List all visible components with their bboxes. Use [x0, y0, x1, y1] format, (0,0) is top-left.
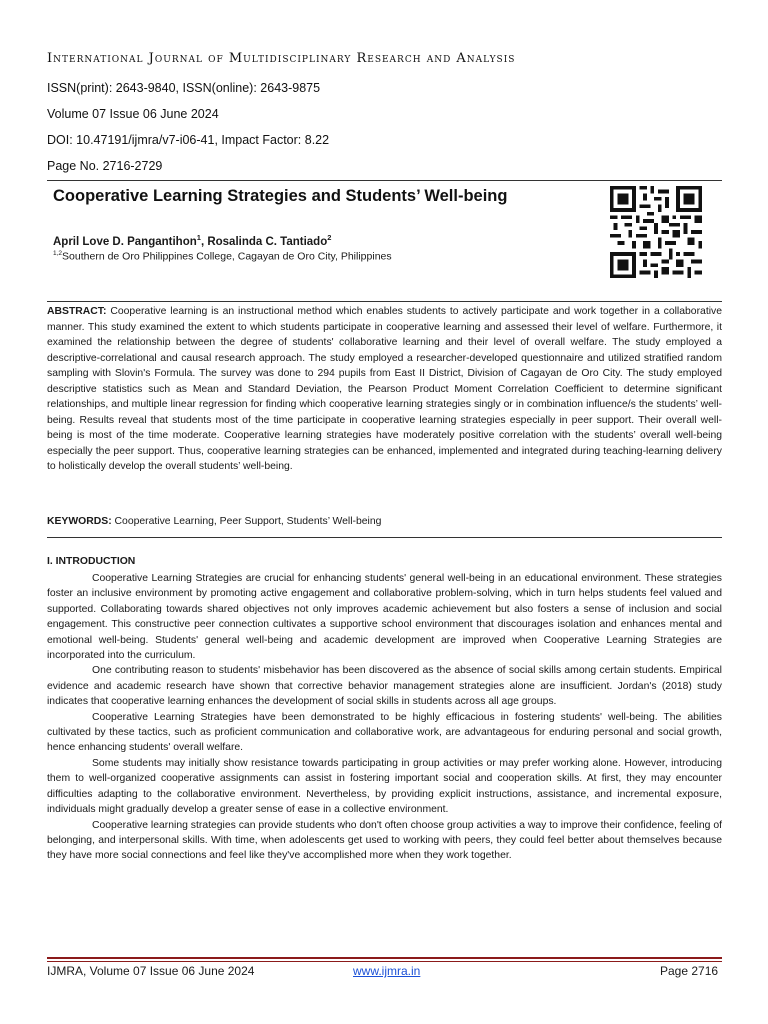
abstract-text: Cooperative learning is an instructional method which enables students to actively participate and work together in a collaborative manner. This study examined the extent to which students participate in cooperative learning and assessed their level of welfare. Furthermore, it examined the relationship between the degree of students' collaborative learning and their level of overall welfare. The study employed a descriptive-correlational and causal research approach. The study employed a researcher-developed questionnaire and utilized stratified random sampling with Slovin's Formula. The survey was done to 294 pupils from East II District, Division of Cagayan de Oro City. The study employed descriptive statistics such as Mean and Standard Deviation, the Pearson Product Moment Correlation Coefficient to determine significant relationships, and multiple linear regression for finding which cooperative learning strategies singly or in combination influence/s the students’ well-being. Results reveal that students most of the time participate in cooperative learning strategies especially in peer support. Their overall well-being is most of the time moderate. Cooperative learning strategies have moderately positive correlation with the students’ overall well-being especially the peer support. Thus, cooperative learning strategies can be enhanced, implemented and integrated during teaching-learning delivery to holistically develop the overall students’ well-being.: [47, 306, 722, 472]
author-affiliation-mark: 1: [196, 233, 201, 242]
affiliation-text: Southern de Oro Philippines College, Cagayan de Oro City, Philippines: [62, 250, 392, 263]
keywords: [47, 516, 381, 527]
page-range: Page No. 2716-2729: [47, 159, 163, 173]
qr-code-icon: [607, 186, 705, 278]
footer-divider: [47, 957, 722, 959]
keywords-text: Cooperative Learning, Peer Support, Students’ Well-being: [111, 516, 382, 527]
article-title: Cooperative Learning Strategies and Students’ Well-being: [53, 187, 508, 205]
author-name: April Love D. Pangantihon: [53, 235, 197, 248]
journal-name: International Journal of Multidisciplinary Research and Analysis: [47, 51, 516, 66]
paragraph: Cooperative learning strategies can provide students who don't often choose group activities a way to improve their confidence, feeling of belonging, and interpersonal skills. With time, when adolescents get used to working with peers, they could feel better about themselves because they have more social connections and feel like they've accomplished more when they work together.: [47, 819, 722, 862]
author-separator: ,: [200, 235, 208, 248]
issn-line: ISSN(print): 2643-9840, ISSN(online): 2643-9875: [47, 81, 321, 95]
keywords-label: KEYWORDS:: [47, 516, 112, 527]
author-name: Rosalinda C. Tantiado: [207, 235, 328, 248]
divider: [47, 301, 722, 302]
page-number: Page 2716: [660, 964, 719, 978]
affiliation-mark: 1,2: [53, 250, 63, 257]
introduction-body: [47, 571, 722, 864]
paragraph: One contributing reason to students' misbehavior has been discovered as the absence of social skills among certain students. Empirical evidence and academic research have shown that corrective behavior management strategies alone are insufficient. Jordan's (2018) study indicates that cooperative learning enhances the development of social skills in students across all age groups.: [47, 665, 722, 708]
paragraph: Cooperative Learning Strategies are crucial for enhancing students' general well-being in an educational environment. These strategies foster an inclusive environment by promoting active engagement and collaborative problem-solving, which in turn helps students feel valued and supported. Collaborating towards shared objectives not only improves academic achievement but also fosters a sense of inclusion and social engagement. This constructive peer connection cultivates a supportive school environment that discourages isolation and enhances mental and emotional well-being. Students' general well-being and academic development are improved when Cooperative Learning Strategies are incorporated into the curriculum.: [47, 573, 722, 662]
author-affiliation-mark: 2: [327, 233, 332, 242]
paragraph: Some students may initially show resistance towards participating in group activities or may prefer working alone. However, introducing them to well-organized cooperative assignments can assist in fostering important social and cooperation skills. At first, they may encounter difficulties adapting to the collaborative environment. Nevertheless, by providing explicit instructions, assistance, and incremental exposure, individuals might gradually develop a greater sense of ease in a collective environment.: [47, 757, 722, 816]
author-list: [53, 233, 331, 248]
divider: [47, 180, 722, 181]
volume-line: Volume 07 Issue 06 June 2024: [47, 107, 219, 121]
affiliation: [53, 250, 392, 263]
abstract-label: ABSTRACT:: [47, 306, 107, 317]
section-heading: I. INTRODUCTION: [47, 556, 136, 567]
journal-website-link[interactable]: www.ijmra.in: [353, 964, 421, 978]
doi-line: DOI: 10.47191/ijmra/v7-i06-41, Impact Factor: 8.22: [47, 133, 330, 147]
divider: [47, 537, 722, 538]
footer-divider: [47, 961, 722, 962]
abstract: [47, 304, 722, 475]
footer-journal: IJMRA, Volume 07 Issue 06 June 2024: [47, 964, 255, 978]
paragraph: Cooperative Learning Strategies have been demonstrated to be highly efficacious in fostering students' well-being. The abilities cultivated by these tactics, such as proficient communication and collaborative work, are advantageous for enduring personal and social growth, hence enhancing students' overall welfare.: [47, 711, 722, 754]
